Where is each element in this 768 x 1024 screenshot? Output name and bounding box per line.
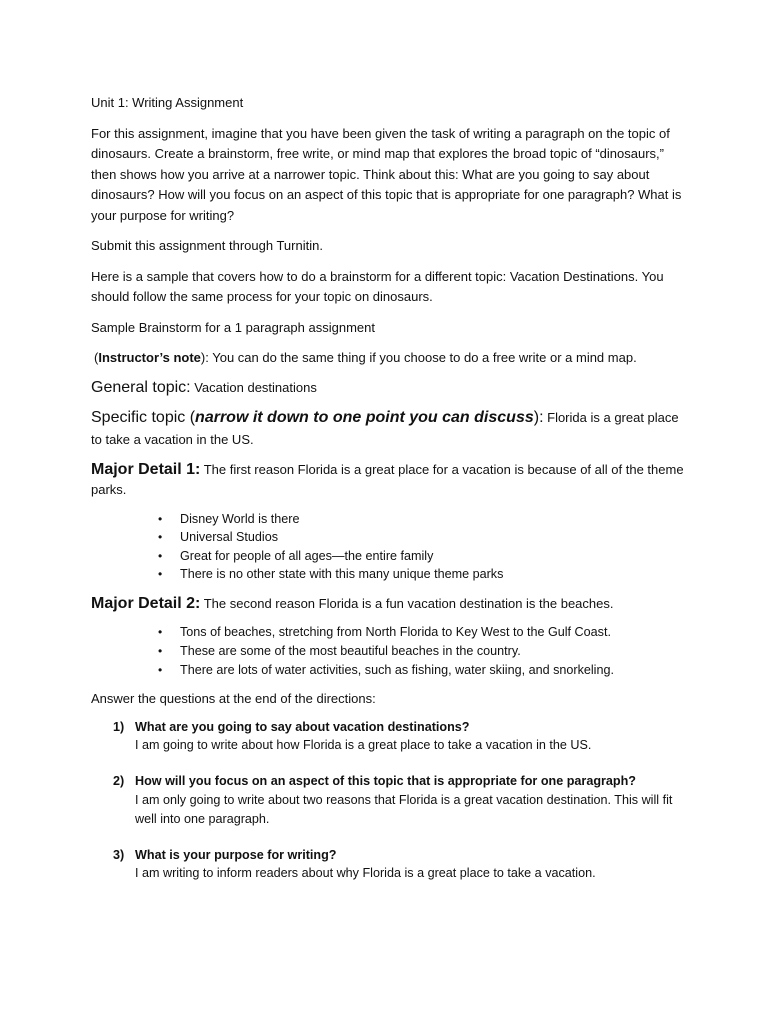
major-detail-2-list bbox=[91, 623, 691, 679]
document-title: Unit 1: Writing Assignment bbox=[91, 95, 244, 110]
bullet-icon: • bbox=[158, 625, 163, 640]
list-item bbox=[158, 510, 691, 529]
specific-topic bbox=[91, 407, 691, 451]
major-detail-1-text: The first reason Florida is a great place for a vacation is because of all of the theme parks. bbox=[91, 461, 684, 497]
list-item bbox=[158, 623, 691, 642]
sample-intro: Here is a sample that covers how to do a brainstorm for a different topic: Vacation Destinations. You should follow the same process for your topic on dinosaurs. bbox=[91, 268, 664, 304]
major-detail-1-label: Major Detail 1: bbox=[91, 460, 201, 478]
major-detail-2-label: Major Detail 2: bbox=[91, 594, 201, 612]
major-detail-2-text: The second reason Florida is a fun vacation destination is the beaches. bbox=[200, 595, 614, 611]
bullet-icon: • bbox=[158, 548, 163, 563]
submission-note: Submit this assignment through Turnitin. bbox=[91, 238, 323, 253]
list-item bbox=[158, 565, 691, 584]
question-text: What is your purpose for writing? bbox=[135, 847, 337, 862]
question-text: How will you focus on an aspect of this topic that is appropriate for one paragraph? bbox=[135, 774, 637, 789]
answer-text: I am writing to inform readers about why Florida is a great place to take a vacation. bbox=[135, 866, 596, 881]
specific-topic-value: Florida is a great place to take a vacation in the US. bbox=[91, 409, 679, 447]
general-topic bbox=[91, 377, 691, 399]
instructor-note bbox=[91, 348, 691, 369]
list-item-text: Disney World is there bbox=[180, 511, 300, 526]
answer-text: I am only going to write about two reasons that Florida is a great vacation destination. This will fit well into one paragraph. bbox=[135, 793, 673, 826]
bullet-icon: • bbox=[158, 567, 163, 582]
major-detail-1-list bbox=[91, 510, 691, 584]
instructor-note-open: ( bbox=[94, 350, 99, 365]
question-number: 3) bbox=[113, 847, 125, 862]
list-item-text: Universal Studios bbox=[180, 530, 278, 545]
question-item-3 bbox=[91, 846, 691, 884]
instructor-note-label: Instructor’s note bbox=[98, 350, 201, 365]
list-item bbox=[158, 547, 691, 566]
document-page bbox=[91, 93, 691, 900]
instructor-note-text: ): You can do the same thing if you choose to do a free write or a mind map. bbox=[200, 350, 637, 365]
question-item-1 bbox=[91, 718, 691, 756]
question-item-2 bbox=[91, 772, 691, 828]
major-detail-1 bbox=[91, 460, 691, 501]
question-number: 2) bbox=[113, 774, 125, 789]
bullet-icon: • bbox=[158, 662, 163, 677]
sample-heading: Sample Brainstorm for a 1 paragraph assignment bbox=[91, 319, 375, 335]
question-number: 1) bbox=[113, 719, 125, 734]
bullet-icon: • bbox=[158, 511, 163, 526]
assignment-instructions: For this assignment, imagine that you have been given the task of writing a paragraph on the topic of dinosaurs. Create a brainstorm, free write, or mind map that explores the broad topic of “dinosaurs,” then shows how you arrive at a narrower topic. Think about this: What are you going to say about dinosaurs? How will you focus on an aspect of this topic that is appropriate for one paragraph? What is your purpose for writing? bbox=[91, 125, 682, 223]
list-item-text: Tons of beaches, stretching from North Florida to Key West to the Gulf Coast. bbox=[180, 625, 611, 640]
list-item bbox=[158, 642, 691, 661]
list-item-text: There is no other state with this many unique theme parks bbox=[180, 567, 504, 582]
list-item-text: There are lots of water activities, such as fishing, water skiing, and snorkeling. bbox=[180, 662, 614, 677]
specific-topic-label: Specific topic ( bbox=[91, 408, 196, 426]
specific-topic-emphasis: narrow it down to one point you can discuss bbox=[195, 408, 534, 426]
list-item bbox=[158, 528, 691, 547]
specific-topic-close: ): bbox=[533, 408, 544, 426]
list-item-text: Great for people of all ages—the entire family bbox=[180, 548, 434, 563]
bullet-icon: • bbox=[158, 643, 163, 658]
question-text: What are you going to say about vacation destinations? bbox=[135, 719, 470, 734]
list-item-text: These are some of the most beautiful beaches in the country. bbox=[180, 643, 521, 658]
answer-text: I am going to write about how Florida is a great place to take a vacation in the US. bbox=[135, 738, 592, 753]
major-detail-2 bbox=[91, 594, 691, 615]
bullet-icon: • bbox=[158, 530, 163, 545]
list-item bbox=[158, 661, 691, 680]
general-topic-value: Vacation destinations bbox=[190, 379, 317, 395]
answer-intro: Answer the questions at the end of the directions: bbox=[91, 691, 376, 707]
general-topic-label: General topic: bbox=[91, 378, 191, 396]
